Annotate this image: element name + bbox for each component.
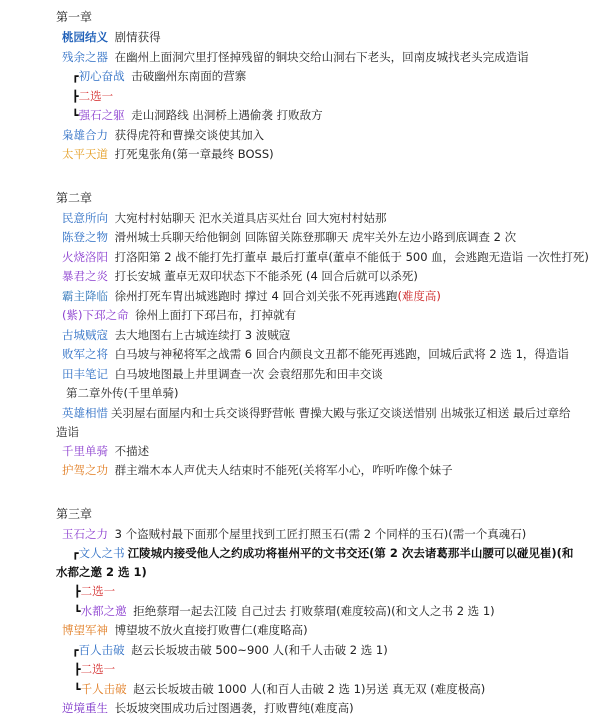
list-item: [56, 641, 593, 661]
choice-divider: [56, 582, 593, 602]
chapter-title: 第一章: [56, 10, 93, 24]
achievement-desc: 获得虎符和曹操交谈使其加入: [114, 127, 265, 142]
achievement-name: 强石之躯: [78, 108, 125, 122]
achievement-name: 枭雄合力: [62, 127, 108, 142]
list-item: [56, 680, 593, 700]
chapter-title: 第二章: [56, 190, 93, 205]
list-item: [56, 267, 593, 287]
achievement-name: 桃园结义: [62, 30, 108, 44]
choice-divider: [56, 660, 593, 680]
achievement-desc: 打死鬼张角(第一章最终 BOSS): [114, 147, 274, 161]
achievement-name: 文人之书: [78, 546, 125, 560]
tree-branch-top-icon: ┏: [72, 70, 79, 83]
achievement-name: 博望军神: [62, 623, 108, 637]
list-item: [56, 602, 593, 622]
achievement-name: 水都之邀: [80, 603, 127, 618]
choice-label: 二选一: [80, 662, 116, 676]
achievement-desc: 在幽州上面洞穴里打怪掉残留的铜块交给山洞右下老头，回南皮城找老头完成造诣: [114, 49, 529, 64]
tree-branch-top-icon: ┏: [72, 643, 79, 657]
tree-branch-bottom-icon: ┗: [72, 109, 79, 122]
list-item: [56, 228, 593, 248]
tree-branch-bottom-icon: ┗: [74, 604, 81, 618]
achievement-name: 千里单骑: [62, 443, 108, 458]
achievement-desc: 群主端木本人声优夫人结束时不能死(关将军小心，咋听咋像个妹子: [114, 463, 453, 477]
tree-branch-bottom-icon: ┗: [74, 682, 81, 696]
achievement-desc: 赵云长坂坡击破 500~900 人(和千人击破 2 选 1): [131, 642, 388, 657]
achievement-name: 陈登之物: [62, 230, 108, 244]
achievement-desc: 滑州城士兵聊天给他铜剑 回陈留关陈登那聊天 虎牢关外左边小路到底调查 2 次: [114, 230, 517, 244]
achievement-name: 残余之器: [62, 49, 108, 64]
list-item: [56, 48, 593, 68]
chapter-3: [56, 503, 593, 719]
list-item: [56, 209, 593, 229]
chapter-1: [56, 6, 593, 165]
achievement-desc: 白马坡地图最上井里调查一次 会袁绍那先和田丰交谈: [114, 366, 383, 381]
list-item: [56, 621, 593, 641]
chapter-2: [56, 187, 593, 481]
achievement-name: 初心奋战: [78, 69, 125, 83]
achievement-desc: 击破幽州东南面的营寨: [131, 69, 247, 83]
choice-divider: [56, 87, 593, 107]
difficulty-warning: (难度高): [397, 288, 441, 303]
list-item: [56, 28, 593, 48]
list-item: [56, 365, 593, 385]
tree-branch-top-icon: ┏: [72, 547, 79, 560]
achievement-name: 火烧洛阳: [62, 249, 108, 264]
achievement-desc: 大宛村村姑聊天 汜水关道具店买灶台 回大宛村村姑那: [114, 210, 387, 225]
tree-branch-mid-icon: ┣: [74, 585, 81, 598]
choice-label: 二选一: [80, 584, 116, 598]
tree-branch-mid-icon: ┣: [72, 89, 79, 103]
side-story-title: 第二章外传(千里单骑): [66, 386, 179, 400]
achievement-name: 古城贼寇: [62, 327, 108, 342]
achievement-desc: 不描述: [114, 443, 150, 458]
list-item: [56, 106, 593, 126]
achievement-desc: 拒绝蔡瑁一起去江陵 自己过去 打败蔡瑁(难度较高)(和文人之书 2 选 1): [133, 603, 495, 618]
achievement-name: 败军之将: [62, 347, 108, 361]
list-item: [56, 287, 593, 307]
achievement-desc: 江陵城内接受他人之约成功将崔州平的文书交还(第 2 次去诸葛那半山腰可以碰见崔)(和水都之邀 2 选 1): [56, 546, 574, 579]
choice-label: 二选一: [78, 88, 114, 103]
list-item: [56, 326, 593, 346]
achievement-name: 民意所向: [62, 210, 108, 225]
list-item: [56, 126, 593, 146]
achievement-desc: 徐州打死车胄出城逃跑时 撑过 4 回合刘关张不死再逃跑: [114, 288, 398, 303]
achievement-desc: 博望坡不放火直接打败曹仁(难度略高): [114, 623, 308, 637]
achievement-name: 逆境重生: [62, 701, 108, 715]
achievement-name: 护驾之功: [62, 463, 108, 477]
achievement-desc: 打洛阳第 2 战不能打先打董卓 最后打董卓(董卓不能低于 500 血，会逃跑无造诣 一次性打死): [114, 249, 589, 264]
achievement-desc: 白马坡与神秘将军之战需 6 回合内颜良文丑都不能死再逃跑，回城后武将 2 选 1，得造诣: [114, 347, 569, 361]
list-item: [56, 442, 593, 462]
achievement-name: 玉石之力: [62, 526, 108, 541]
achievement-name: 太平天道: [62, 147, 108, 161]
achievement-desc: 剧情获得: [114, 30, 161, 44]
achievement-name: 田丰笔记: [62, 366, 108, 381]
achievement-desc: 去大地图右上古城连续打 3 波贼寇: [114, 327, 291, 342]
list-item: [56, 544, 576, 582]
achievement-desc: 长坂坡突围成功后过图遇袭，打败曹纯(难度高): [114, 701, 354, 715]
achievement-desc: 打长安城 董卓无双印状态下不能杀死 (4 回合后就可以杀死): [114, 269, 418, 283]
achievement-name: 千人击破: [80, 681, 127, 696]
achievement-desc: 3 个盗贼村最下面那个屋里找到工匠打照玉石(需 2 个同样的玉石)(需一个真魂石): [114, 526, 527, 541]
chapter-title: 第三章: [56, 506, 93, 521]
achievement-desc: 赵云长坂坡击破 1000 人(和百人击破 2 选 1)另送 真无双 (难度极高): [133, 681, 486, 696]
tree-branch-mid-icon: ┣: [74, 663, 81, 676]
achievement-name: 百人击破: [78, 642, 125, 657]
list-item: [56, 248, 593, 268]
list-item: [56, 699, 593, 719]
list-item: [56, 306, 593, 326]
list-item: [56, 404, 576, 442]
list-item: [56, 67, 593, 87]
achievement-name: 霸主降临: [62, 288, 108, 303]
list-item: [56, 461, 593, 481]
achievement-name: (紫)下邳之命: [62, 308, 129, 322]
achievement-desc: 走山洞路线 出洞桥上遇偷袭 打败敌方: [131, 108, 323, 122]
list-item: [56, 145, 593, 165]
achievement-desc: 徐州上面打下邳吕布，打掉就有: [135, 308, 297, 322]
list-item: [56, 525, 593, 545]
achievement-name: 英雄相惜: [62, 405, 108, 420]
achievement-name: 暴君之炎: [62, 269, 108, 283]
list-item: [56, 345, 593, 365]
achievement-desc: 关羽屋右面屋内和士兵交谈得野营帐 曹操大殿与张辽交谈送惜别 出城张辽相送 最后过章给造诣: [56, 405, 571, 439]
